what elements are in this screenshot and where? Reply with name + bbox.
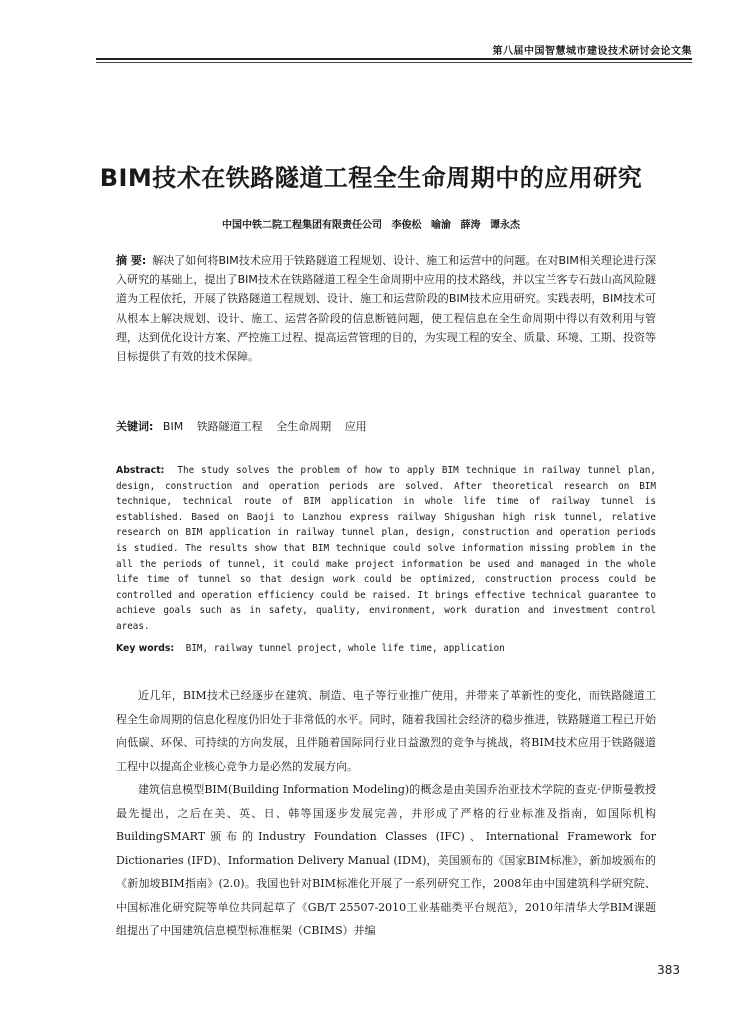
abstract-en-text: The study solves the problem of how to apply BIM technique in railway tunnel plan, design, construction and operation periods are solved. After theoretical research on BIM technique, technical route of BIM application in whole life time of railway tunnel is established. Based on Baoji to Lanzhou express railway Shigushan high risk tunnel, relative research on BIM application in railway tunnel plan, design, construction and operation periods is studied. The results show that BIM technique could solve information missing problem in the all the periods of tunnel, it could make project information be used and managed in the whole life time of tunnel so that design work could be optimized, construction process could be controlled and operation efficiency could be raised. It brings effective technical guarantee to achieve goals such as in safety, quality, environment, work duration and investment control areas. [116, 465, 656, 632]
author-name: 李俊松 [391, 220, 422, 231]
abstract-cn-text: 解决了如何将BIM技术应用于铁路隧道工程规划、设计、施工和运营中的问题。在对BIM相关理论进行深入研究的基础上，提出了BIM技术在铁路隧道工程全生命周期中应用的技术路线，并以宝兰客专石鼓山高风险隧道为工程依托，开展了铁路隧道工程规划、设计、施工和运营阶段的BIM技术应用研究。实践表明，BIM技术可从根本上解决规划、设计、施工、运营各阶段的信息断链问题，使工程信息在全生命周期中得以有效利用与管理，达到优化设计方案、严控施工过程、提高运营管理的目的，为实现工程的安全、质量、环境、工期、投资等目标提供了有效的技术保障。 [116, 254, 656, 364]
author-name: 薛涛 [460, 220, 481, 231]
keywords-english [116, 643, 656, 654]
header-rule-thin [96, 62, 692, 63]
body-paragraph: 建筑信息模型BIM(Building Information Modeling)的概念是由美国乔治亚技术学院的查克·伊斯曼教授最先提出，之后在美、英、日、韩等国逐步发展完善，并形成了严格的行业标准及指南，如国际机构BuildingSMART颁布的Industry Foundation Classes (IFC)、International Framework for Dictionaries (IFD)、Information Delivery Manual (IDM)，美国颁布的《国家BIM标准》，新加坡颁布的《新加坡BIM指南》(2.0)。我国也针对BIM标准化开展了一系列研究工作，2008年由中国建筑科学研究院、中国标准化研究院等单位共同起草了《GB/T 25507-2010工业基础类平台规范》，2010年清华大学BIM课题组提出了中国建筑信息模型标准框架（CBIMS）并编 [116, 783, 656, 937]
running-header: 第八届中国智慧城市建设技术研讨会论文集 [492, 46, 692, 57]
keyword: 应用 [344, 420, 367, 433]
header-rule [96, 58, 692, 60]
paper-title: BIM技术在铁路隧道工程全生命周期中的应用研究 [99, 164, 643, 192]
keywords-en-text: BIM, railway tunnel project, whole life time, application [185, 643, 505, 654]
abstract-en-label: Abstract: [116, 465, 165, 476]
abstract-chinese [116, 251, 656, 366]
abstract-english [116, 463, 656, 635]
body-text [116, 684, 656, 943]
author-name: 喻渝 [431, 220, 451, 231]
keyword: BIM [162, 420, 184, 433]
author-name: 谭永杰 [489, 220, 520, 231]
body-paragraph: 近几年，BIM技术已经逐步在建筑、制造、电子等行业推广使用，并带来了革新性的变化，而铁路隧道工程全生命周期的信息化程度仍旧处于非常低的水平。同时，随着我国社会经济的稳步推进，铁路隧道工程已开始向低碳、环保、可持续的方向发展，且伴随着国际同行业日益激烈的竞争与挑战，将BIM技术应用于铁路隧道工程中以提高企业核心竞争力是必然的发展方向。 [116, 689, 656, 773]
keyword: 全生命周期 [276, 420, 332, 433]
keyword: 铁路隧道工程 [196, 420, 263, 433]
author-line [0, 216, 742, 231]
affiliation: 中国中铁二院工程集团有限责任公司 [222, 220, 383, 231]
keywords-cn-label: 关键词: [116, 420, 154, 433]
keywords-chinese [116, 418, 656, 434]
keywords-en-label: Key words: [116, 643, 175, 654]
page-number: 383 [657, 963, 680, 977]
abstract-cn-label: 摘 要: [116, 254, 147, 267]
